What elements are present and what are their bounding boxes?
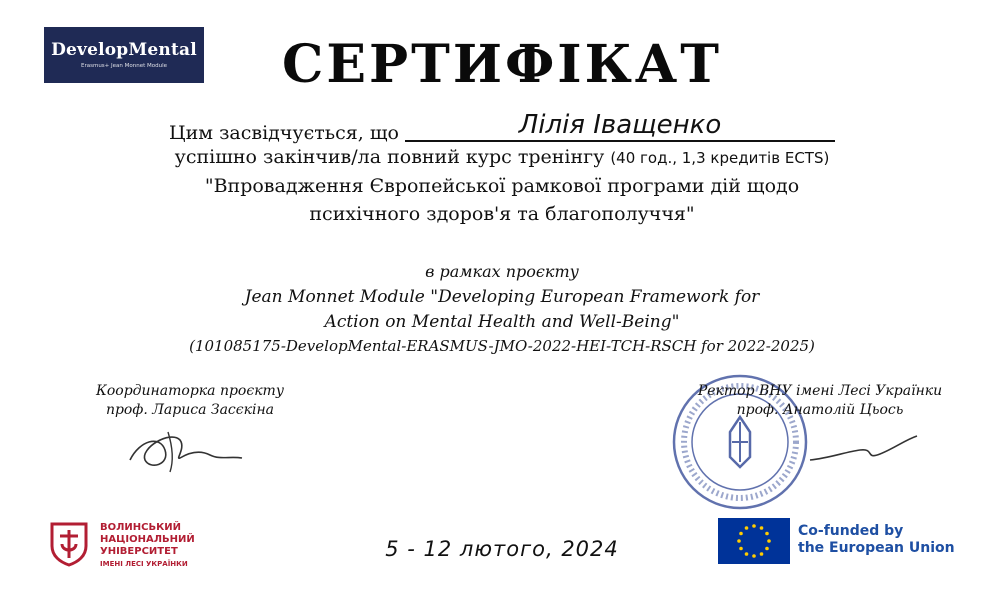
rector-role: Ректор ВНУ імені Лесі Українки xyxy=(697,383,943,399)
project-line2: Action on Mental Health and Well-Being" xyxy=(324,312,680,332)
course-credits: (40 год., 1,3 кредитів ECTS) xyxy=(610,149,830,167)
coordinator-block xyxy=(80,382,300,420)
university-name: ВОЛИНСЬКИЙ НАЦІОНАЛЬНИЙ УНІВЕРСИТЕТ ІМЕНІ ЛЕСІ УКРАЇНКИ xyxy=(100,522,195,568)
coordinator-role: Координаторка проєкту xyxy=(96,383,284,399)
eu-star xyxy=(745,526,749,530)
eu-star xyxy=(739,547,743,551)
eu-star xyxy=(765,532,769,536)
eu-flag-icon xyxy=(718,518,790,564)
recipient-name: Лілія Іващенко xyxy=(518,110,722,140)
eu-star xyxy=(767,539,771,543)
rector-name: проф. Анатолій Цьось xyxy=(736,402,904,418)
eu-star xyxy=(765,547,769,551)
eu-star xyxy=(760,526,764,530)
course-dates: 5 - 12 лютого, 2024 xyxy=(385,537,619,561)
certify-line xyxy=(0,110,1004,144)
project-code: (101085175-DevelopMental-ERASMUS-JMO-2022-HEI-TCH-RSCH for 2022-2025) xyxy=(189,337,815,355)
eu-star xyxy=(745,552,749,556)
project-intro: в рамках проєкту xyxy=(425,262,579,281)
eu-funding-label: Co-funded by the European Union xyxy=(798,523,955,556)
rector-block xyxy=(660,382,980,420)
completion-line xyxy=(0,146,1004,168)
eu-star xyxy=(752,554,756,558)
name-underline xyxy=(405,140,835,142)
certify-prefix: Цим засвідчується, що xyxy=(169,122,399,144)
eu-star xyxy=(760,552,764,556)
logo-subtitle: Erasmus+ Jean Monnet Module xyxy=(80,63,168,69)
rector-signature xyxy=(805,430,925,470)
coordinator-signature xyxy=(120,420,250,480)
coordinator-name: проф. Лариса Засєкіна xyxy=(105,402,275,418)
project-line1: Jean Monnet Module "Developing European Framework for xyxy=(244,287,760,307)
eu-star xyxy=(752,524,756,528)
eu-star xyxy=(739,532,743,536)
course-title-line2: психічного здоров'я та благополуччя" xyxy=(309,203,695,225)
completion-text: успішно закінчив/ла повний курс тренінгу xyxy=(174,146,605,168)
eu-star xyxy=(737,539,741,543)
logo-title: DevelopMental xyxy=(51,40,197,60)
recipient-name-field xyxy=(405,110,835,144)
course-title-line1: "Впровадження Європейської рамкової програми дій щодо xyxy=(204,175,800,197)
certificate-title: СЕРТИФІКАТ xyxy=(282,34,722,95)
